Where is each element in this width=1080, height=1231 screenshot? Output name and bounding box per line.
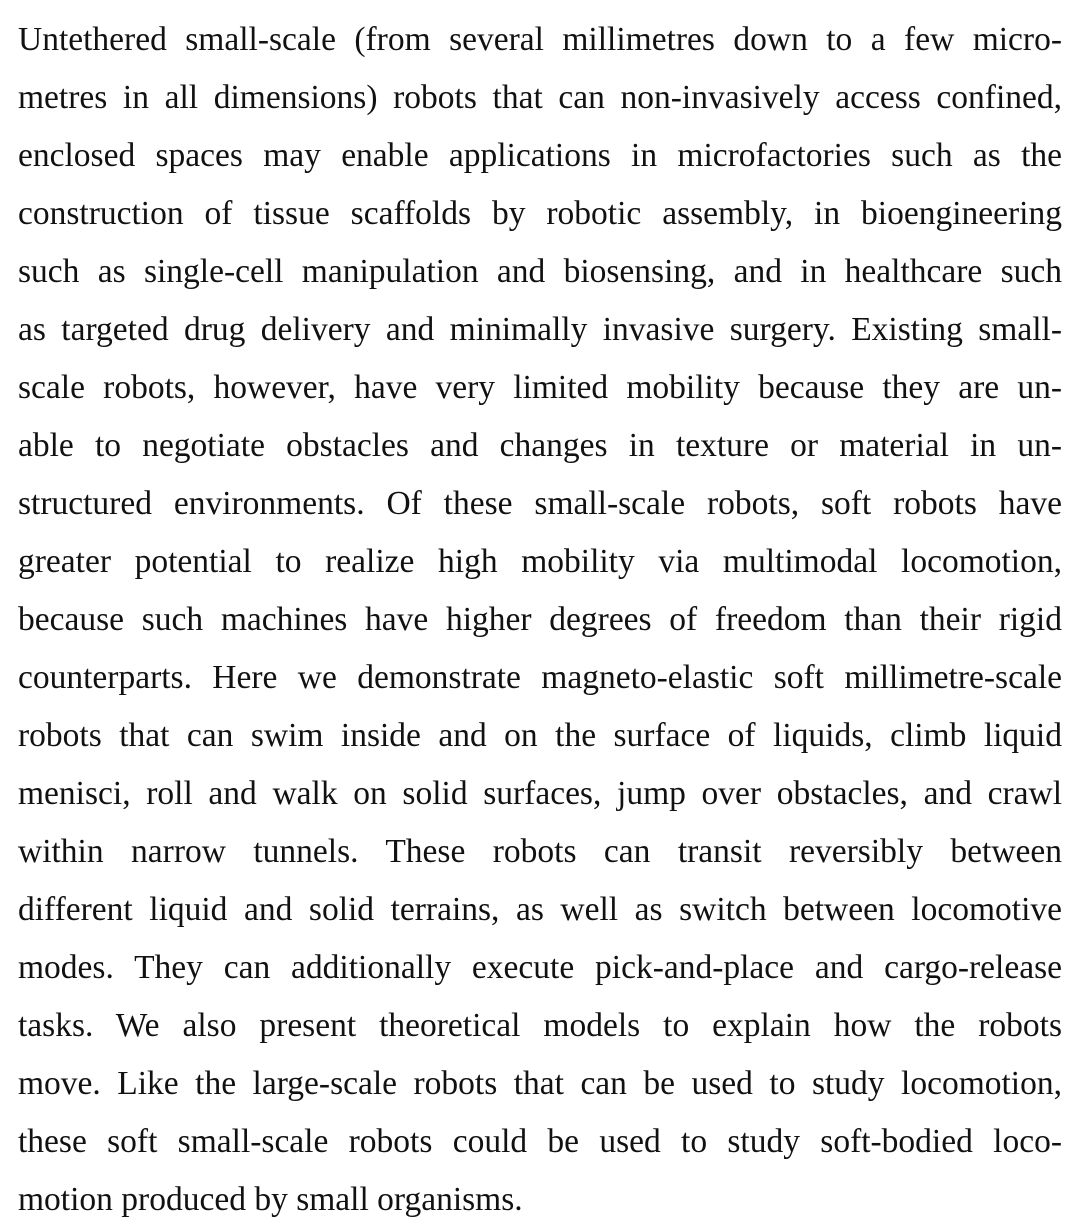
text-line: counterparts. Here we demonstrate magneto-elastic soft millimetre-scale [18,659,1062,696]
text-line: tasks. We also present theoretical models to explain how the robots [18,1007,1062,1044]
text-line: Untethered small-scale (from several millimetres down to a few micro- [18,21,1062,58]
text-line: because such machines have higher degrees of freedom than their rigid [18,601,1062,638]
text-line: move. Like the large-scale robots that can be used to study locomotion, [18,1065,1062,1102]
text-line: robots that can swim inside and on the surface of liquids, climb liquid [18,717,1062,754]
text-line: within narrow tunnels. These robots can transit reversibly between [18,833,1062,870]
text-line: these soft small-scale robots could be used to study soft-bodied loco- [18,1123,1062,1160]
text-line: metres in all dimensions) robots that can non-invasively access confined, [18,79,1062,116]
text-line: structured environments. Of these small-scale robots, soft robots have [18,485,1062,522]
text-line: modes. They can additionally execute pick-and-place and cargo-release [18,949,1062,986]
text-line: as targeted drug delivery and minimally invasive surgery. Existing small- [18,311,1062,348]
text-line: motion produced by small organisms. [18,1181,523,1218]
abstract-paragraph [18,11,1062,1229]
text-line: such as single-cell manipulation and biosensing, and in healthcare such [18,253,1062,290]
text-line: different liquid and solid terrains, as well as switch between locomotive [18,891,1062,928]
text-line: construction of tissue scaffolds by robotic assembly, in bioengineering [18,195,1062,232]
text-line: enclosed spaces may enable applications in microfactories such as the [18,137,1062,174]
text-line: menisci, roll and walk on solid surfaces, jump over obstacles, and crawl [18,775,1062,812]
text-line: able to negotiate obstacles and changes in texture or material in un- [18,427,1062,464]
text-line: scale robots, however, have very limited mobility because they are un- [18,369,1062,406]
text-line: greater potential to realize high mobility via multimodal locomotion, [18,543,1062,580]
